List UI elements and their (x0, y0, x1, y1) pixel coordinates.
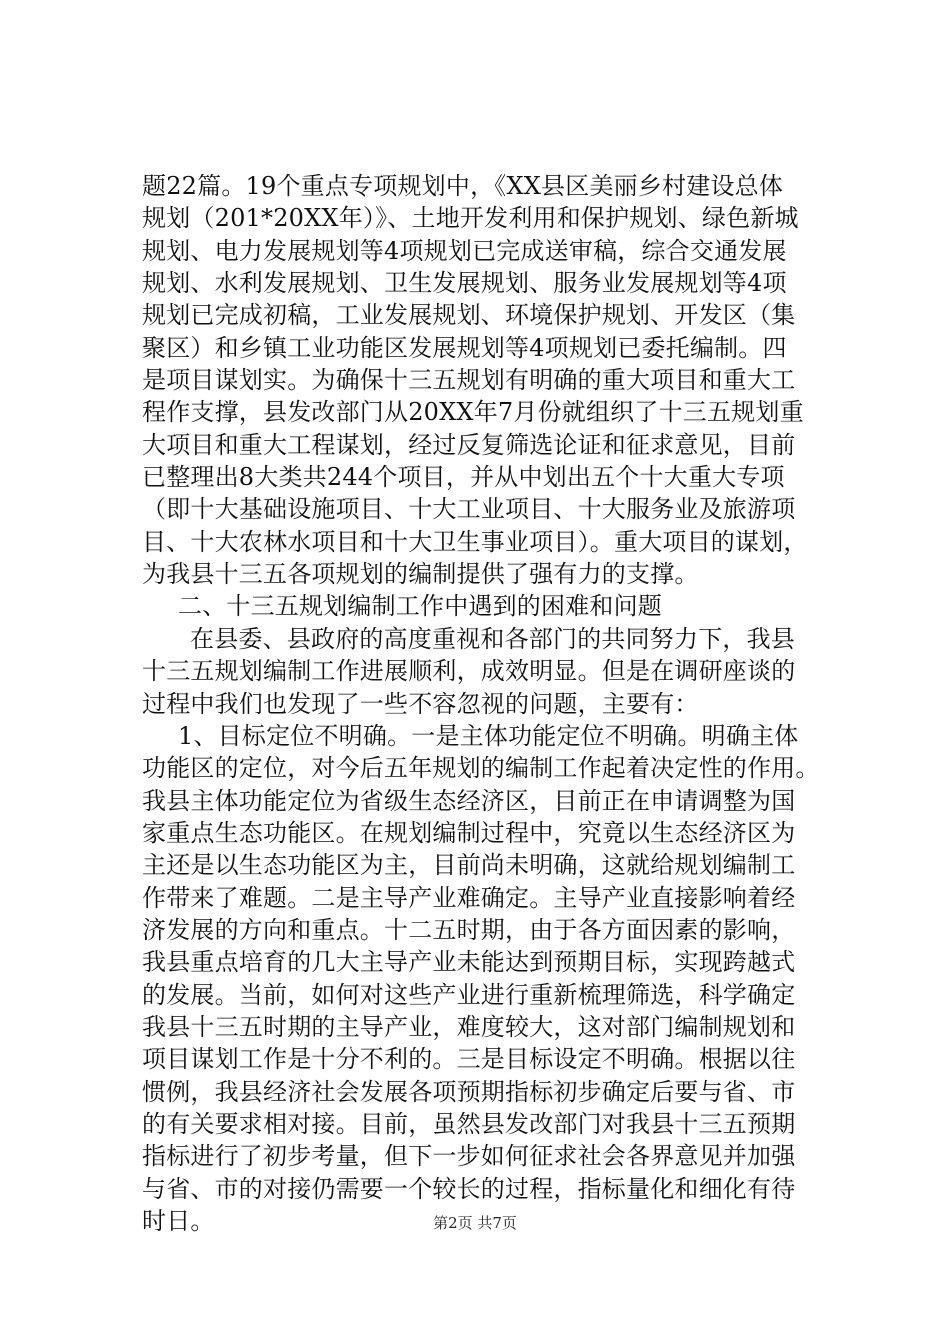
text-line: 主还是以生态功能区为主，目前尚未明确，这就给规划编制工 (142, 851, 796, 880)
text-line: 时日。 (142, 1207, 215, 1235)
text-line: 目、十大农林水项目和十大卫生事业项目）。重大项目的谋划， (142, 527, 808, 556)
text-line: 指标进行了初步考量，但下一步如何征求社会各界意见并加强 (142, 1142, 796, 1171)
text-line: 已整理出8大类共244个项目，并从中划出五个十大重大专项 (142, 463, 785, 492)
text-line: 为我县十三五各项规划的编制提供了强有力的支撑。 (142, 560, 699, 589)
text-line: 济发展的方向和重点。十二五时期，由于各方面因素的影响， (142, 915, 796, 944)
text-line: 我县十三五时期的主导产业，难度较大，这对部门编制规划和 (142, 1012, 796, 1041)
text-line: 我县主体功能定位为省级生态经济区，目前正在申请调整为国 (142, 786, 796, 815)
text-line: 家重点生态功能区。在规划编制过程中，究竟以生态经济区为 (142, 818, 796, 847)
text-line: （即十大基础设施项目、十大工业项目、十大服务业及旅游项 (142, 495, 796, 524)
section-heading: 二、十三五规划编制工作中遇到的困难和问题 (178, 592, 662, 621)
text-line: 与省、市的对接仍需要一个较长的过程，指标量化和细化有待 (142, 1174, 796, 1203)
text-line: 大项目和重大工程谋划，经过反复筛选论证和征求意见，目前 (142, 430, 796, 459)
text-line: 十三五规划编制工作进展顺利，成效明显。但是在调研座谈的 (142, 657, 796, 686)
text-line: 在县委、县政府的高度重视和各部门的共同努力下，我县 (190, 624, 795, 653)
text-line: 规划、水利发展规划、卫生发展规划、服务业发展规划等4项 (142, 269, 787, 298)
text-line: 项目谋划工作是十分不利的。三是目标设定不明确。根据以往 (142, 1045, 796, 1074)
text-line: 规划已完成初稿，工业发展规划、环境保护规划、开发区（集 (142, 301, 796, 330)
text-line: 我县重点培育的几大主导产业未能达到预期目标，实现跨越式 (142, 948, 796, 977)
text-line: 1、目标定位不明确。一是主体功能定位不明确。明确主体 (178, 721, 799, 750)
text-line: 功能区的定位，对今后五年规划的编制工作起着决定性的作用。 (142, 754, 820, 783)
text-line: 作带来了难题。二是主导产业难确定。主导产业直接影响着经 (142, 883, 796, 912)
text-line: 的发展。当前，如何对这些产业进行重新梳理筛选，科学确定 (142, 980, 796, 1009)
text-line: 规划、电力发展规划等4项规划已完成送审稿，综合交通发展 (142, 236, 787, 265)
text-line: 聚区）和乡镇工业功能区发展规划等4项规划已委托编制。四 (142, 333, 787, 362)
text-line: 惯例，我县经济社会发展各项预期指标初步确定后要与省、市 (142, 1077, 796, 1106)
text-line: 过程中我们也发现了一些不容忽视的问题，主要有： (142, 689, 699, 718)
page-number: 第2页 共7页 (433, 1214, 517, 1232)
text-line: 程作支撑，县发改部门从20XX年7月份就组织了十三五规划重 (142, 398, 804, 427)
text-line: 题22篇。19个重点专项规划中，《XX县区美丽乡村建设总体 (142, 172, 784, 200)
text-line: 规划（201*20XX年）》、土地开发利用和保护规划、绿色新城 (142, 204, 799, 233)
text-line: 是项目谋划实。为确保十三五规划有明确的重大项目和重大工 (142, 366, 796, 395)
text-line: 的有关要求相对接。目前，虽然县发改部门对我县十三五预期 (142, 1109, 796, 1138)
document-body (142, 170, 832, 1237)
